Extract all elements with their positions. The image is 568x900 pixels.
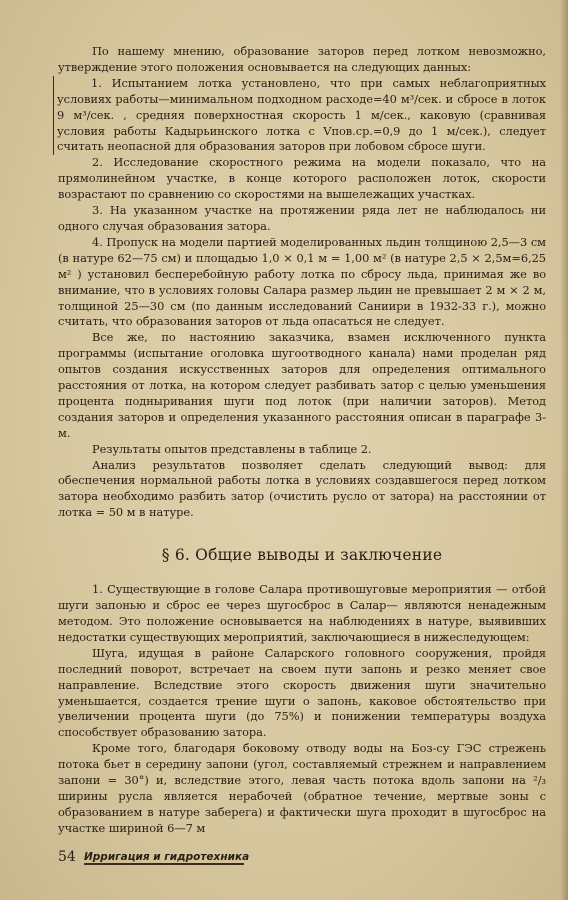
section-heading: § 6. Общие выводы и заключение	[161, 546, 443, 565]
footer-rule	[84, 863, 244, 865]
point-1-paragraph: 1. Испытанием лотка установлено, что при самых неблагоприятных условиях работы—минимальном подходном расходе=40 м³/сек. и сбросе в лоток 9 м³/сек. , средняя поверхностная скорость 1 м/сек., каковую (сравнивая условия работы Кадырьинского лотка с Vпов.ср.=0,9 до 1 м/сек.), следует считать неопасной для образования заторов при лобовом сбросе шуги.	[53, 76, 546, 156]
text-column	[58, 44, 546, 837]
page-edge-shadow	[560, 0, 568, 900]
journal-name: Ирригация и гидротехника	[84, 851, 250, 863]
conclusion-1-paragraph: 1. Существующие в голове Салара противошуговые мероприятия — отбой шуги запонью и сброс ее через шугосброс в Салар— являются ненадежным методом. Это положение основывается на наблюдениях в натуре, выявивших недостатки существующих мероприятий, заключающиеся в нижеследующем:	[58, 582, 546, 644]
conclusion-2-paragraph: Шуга, идущая в районе Саларского головного сооружения, пройдя последний поворот, встречает на своем пути запонь и резко меняет свое направление. Вследствие этого скорость движения шуги значительно уменьшается, создается трение шуги о запонь, каковое обстоятельство при увеличении процента шуги (до 75%) и понижении температуры воздуха способствует образованию затора.	[58, 645, 546, 740]
page-footer	[58, 848, 358, 868]
page-number: 54	[58, 849, 76, 865]
results-paragraph: Результаты опытов представлены в таблице 2.	[92, 441, 372, 456]
conclusion-3-paragraph: Кроме того, благодаря боковому отводу воды на Боз-су ГЭС стрежень потока бьет в середину запони (угол, составляемый стрежнем и направлением запони = 30°) и, вследствие этого, левая часть потока вдоль запони на ²/₃ ширины русла является нерабочей (обратное течение, мертвые зоны с образованием в натуре заберега) и фактически шуга проходит в шугосброс на участке шириной 6—7 м	[58, 741, 546, 835]
analysis-paragraph: Анализ результатов позволяет сделать следующий вывод: для обеспечения нормальной работы лотка в условиях создавшегося перед лотком затора необходимо разбить затор (очистить русло от затора) на расстоянии от лотка = 50 м в натуре.	[58, 457, 546, 520]
intro-paragraph: По нашему мнению, образование заторов перед лотком невозможно, утверждение этого положения основывается на следующих данных:	[58, 44, 546, 74]
customer-paragraph: Все же, по настоянию заказчика, взамен исключенного пункта программы (испытание оголовка шугоотводного канала) нами проделан ряд опытов создания искусственных заторов для определения оптимального расстояния от лотка, на котором следует разбивать затор с целью уменьшения процента подныривания шуги под лоток (при наличии заторов). Метод создания заторов и определения указанного расстояния описан в параграфе 3-м.	[58, 330, 546, 440]
point-3-paragraph: 3. На указанном участке на протяжении ряда лет не наблюдалось ни одного случая образования затора.	[58, 203, 546, 233]
point-2-paragraph: 2. Исследование скоростного режима на модели показало, что на прямолинейном участке, в конце которого расположен лоток, скорости возрастают по сравнению со скоростями на вышележащих участках.	[58, 155, 546, 202]
point-4-paragraph: 4. Пропуск на модели партией моделированных льдин толщиною 2,5—3 см (в натуре 62—75 см) и площадью 1,0 × 0,1 м = 1,00 м² (в натуре 2,5 × 2,5м=6,25 м² ) установил бесперебойную работу лотка по сбросу льда, принимая же во внимание, что в условиях головы Салара размер льдин не превышает 2 м × 2 м, толщиной 25—30 см (по данным исследований Саниири в 1932-33 г.), можно считать, что образования заторов от льда опасаться не следует.	[58, 234, 546, 329]
